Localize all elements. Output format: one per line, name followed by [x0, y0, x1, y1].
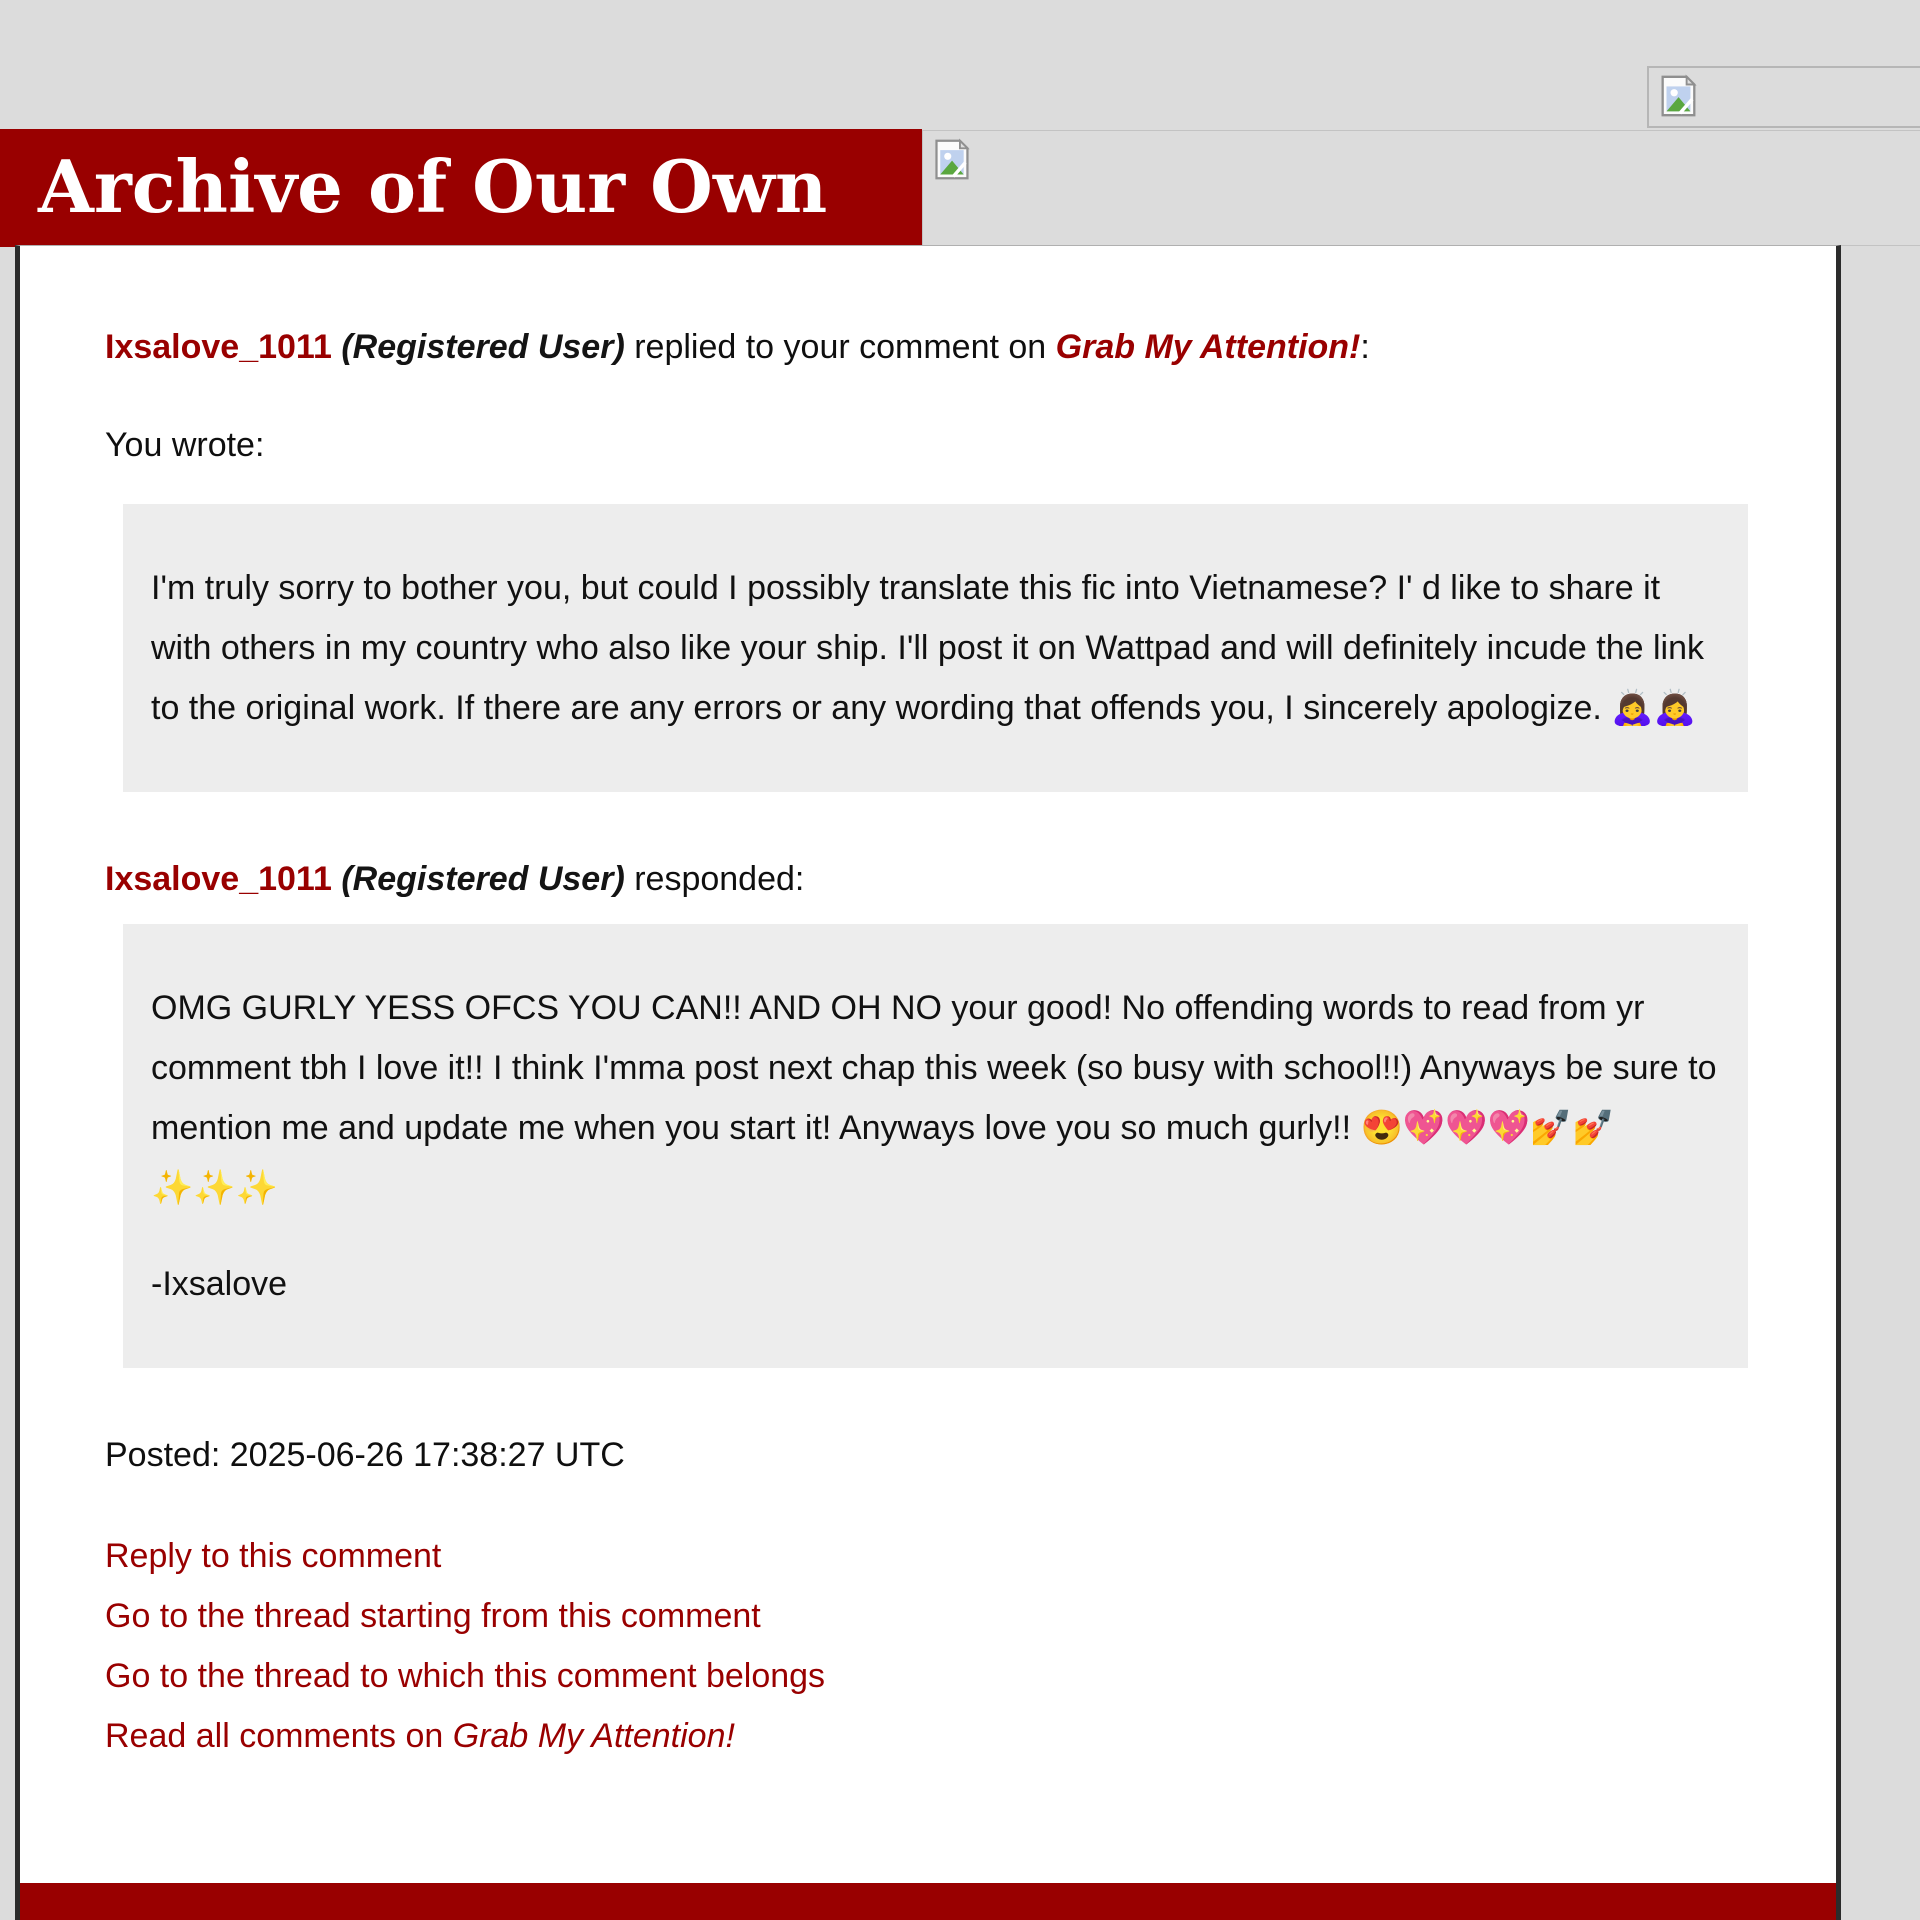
registered-user-label: (Registered User) — [341, 860, 625, 898]
site-banner[interactable] — [0, 129, 922, 247]
you-wrote-label: You wrote: — [105, 426, 265, 464]
thread-from-comment-link[interactable]: Go to the thread starting from this comment — [105, 1597, 761, 1635]
header-banner-row — [0, 129, 1920, 247]
response-action-text: responded: — [634, 860, 805, 898]
broken-image-icon — [1655, 73, 1701, 119]
posted-line — [105, 1432, 1748, 1478]
action-links — [105, 1526, 1748, 1766]
banner-image-placeholder-cell — [922, 130, 1920, 246]
response-comment-text: OMG GURLY YESS OFCS YOU CAN!! AND OH NO your good! No offending words to read from yr comment tbh I love it!! I think I'mma post next chap this week (so busy with school!!) Anyways be sure to mention me and update me when you start it! Anyways love you so much gurly!! 😍💖💖💖💅💅✨✨✨ — [151, 989, 1717, 1207]
read-all-comments-link[interactable] — [105, 1706, 1748, 1766]
registered-user-label: (Registered User) — [341, 328, 625, 366]
reply-header-colon: : — [1360, 328, 1370, 366]
email-content — [20, 246, 1836, 1766]
reply-header — [105, 324, 1748, 370]
response-signature: -Ixsalove — [151, 1265, 288, 1303]
original-comment-text: I'm truly sorry to bother you, but could I possibly translate this fic into Vietnamese? I' d like to share it with others in my country who also like your ship. I'll post it on Wattpad and will definitely incude the link to the original work. If there are any errors or any wording that offends you, I sincerely apologize. 🙇‍♀️🙇‍♀️ — [151, 569, 1704, 727]
username-link[interactable]: Ixsalove_1011 — [105, 860, 332, 898]
email-panel — [15, 245, 1841, 1920]
reply-to-comment-link[interactable]: Reply to this comment — [105, 1537, 442, 1575]
original-comment-blockquote — [123, 504, 1748, 792]
posted-label: Posted: — [105, 1436, 221, 1474]
response-header — [105, 856, 1748, 902]
broken-image-icon — [929, 137, 974, 182]
work-title-link[interactable]: Grab My Attention! — [1055, 328, 1361, 366]
work-title-italic: Grab My Attention! — [452, 1717, 735, 1755]
read-all-comments-prefix: Read all comments on — [105, 1717, 444, 1755]
username-link[interactable]: Ixsalove_1011 — [105, 328, 332, 366]
response-comment-blockquote — [123, 924, 1748, 1368]
thread-belongs-link[interactable]: Go to the thread to which this comment belongs — [105, 1657, 826, 1695]
posted-timestamp: 2025-06-26 17:38:27 UTC — [229, 1436, 625, 1474]
reply-action-text: replied to your comment on — [634, 328, 1047, 366]
footer-red-bar — [20, 1883, 1836, 1920]
site-title: Archive of Our Own — [38, 144, 828, 229]
unloaded-image-box — [1647, 66, 1920, 128]
